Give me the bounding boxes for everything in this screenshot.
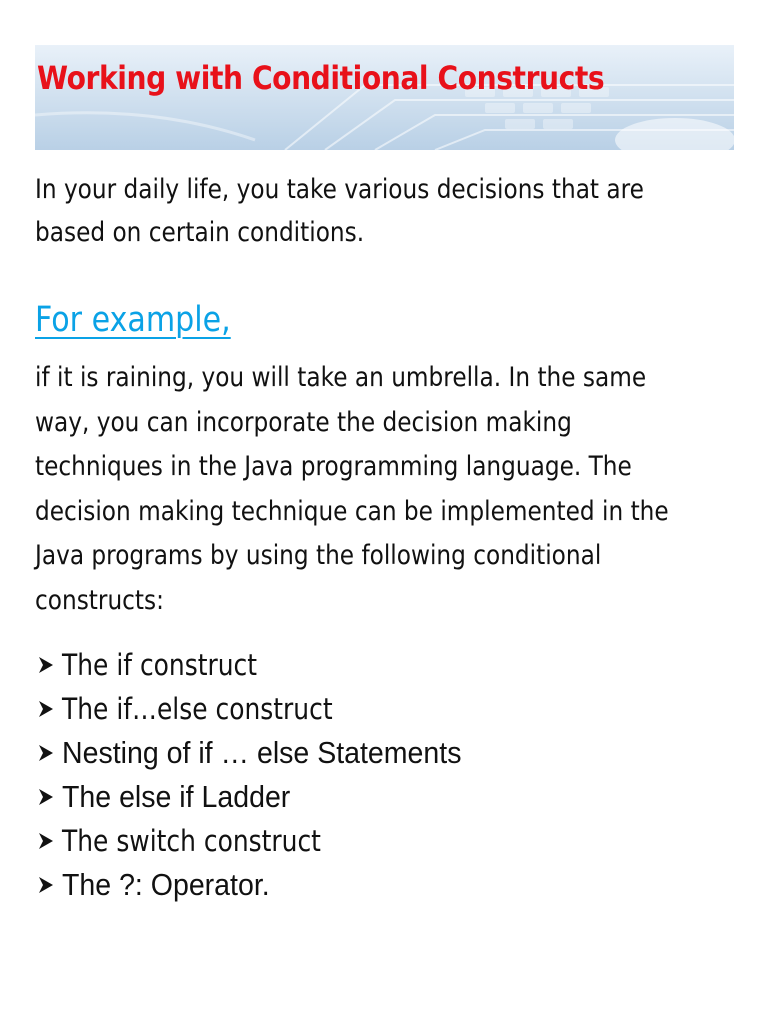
example-heading: For example, bbox=[35, 300, 231, 340]
body-paragraph bbox=[35, 356, 669, 623]
body-line: constructs: bbox=[35, 584, 164, 616]
arrow-bullet-icon bbox=[35, 830, 57, 852]
list-item-label: The ?: Operator. bbox=[62, 867, 270, 902]
body-line: techniques in the Java programming language. The bbox=[35, 451, 632, 482]
list-item-label: The if construct bbox=[62, 648, 258, 682]
body-line: if it is raining, you will take an umbrella. In the same bbox=[35, 362, 647, 393]
list-item-label: The else if Ladder bbox=[62, 779, 291, 814]
arrow-bullet-icon bbox=[35, 786, 57, 808]
list-item bbox=[35, 819, 496, 863]
list-item bbox=[35, 687, 496, 731]
list-item bbox=[35, 731, 496, 775]
title-banner bbox=[35, 45, 734, 150]
arrow-bullet-icon bbox=[35, 874, 57, 896]
body-line: decision making technique can be implemented in the bbox=[35, 495, 669, 527]
list-item bbox=[35, 775, 496, 819]
arrow-bullet-icon bbox=[35, 742, 57, 764]
arrow-bullet-icon bbox=[35, 654, 57, 676]
slide-title: Working with Conditional Constructs bbox=[37, 59, 605, 97]
arrow-bullet-icon bbox=[35, 698, 57, 720]
list-item-label: Nesting of if … else Statements bbox=[62, 735, 462, 770]
constructs-list bbox=[35, 643, 496, 907]
intro-line: In your daily life, you take various decisions that are bbox=[35, 174, 644, 205]
list-item-label: The switch construct bbox=[62, 824, 321, 858]
intro-paragraph bbox=[35, 168, 644, 254]
list-item bbox=[35, 863, 496, 907]
list-item-label: The if…else construct bbox=[62, 692, 333, 726]
body-line: Java programs by using the following conditional bbox=[35, 540, 602, 571]
body-line: way, you can incorporate the decision making bbox=[35, 406, 572, 438]
list-item bbox=[35, 643, 496, 687]
intro-line: based on certain conditions. bbox=[35, 217, 365, 248]
